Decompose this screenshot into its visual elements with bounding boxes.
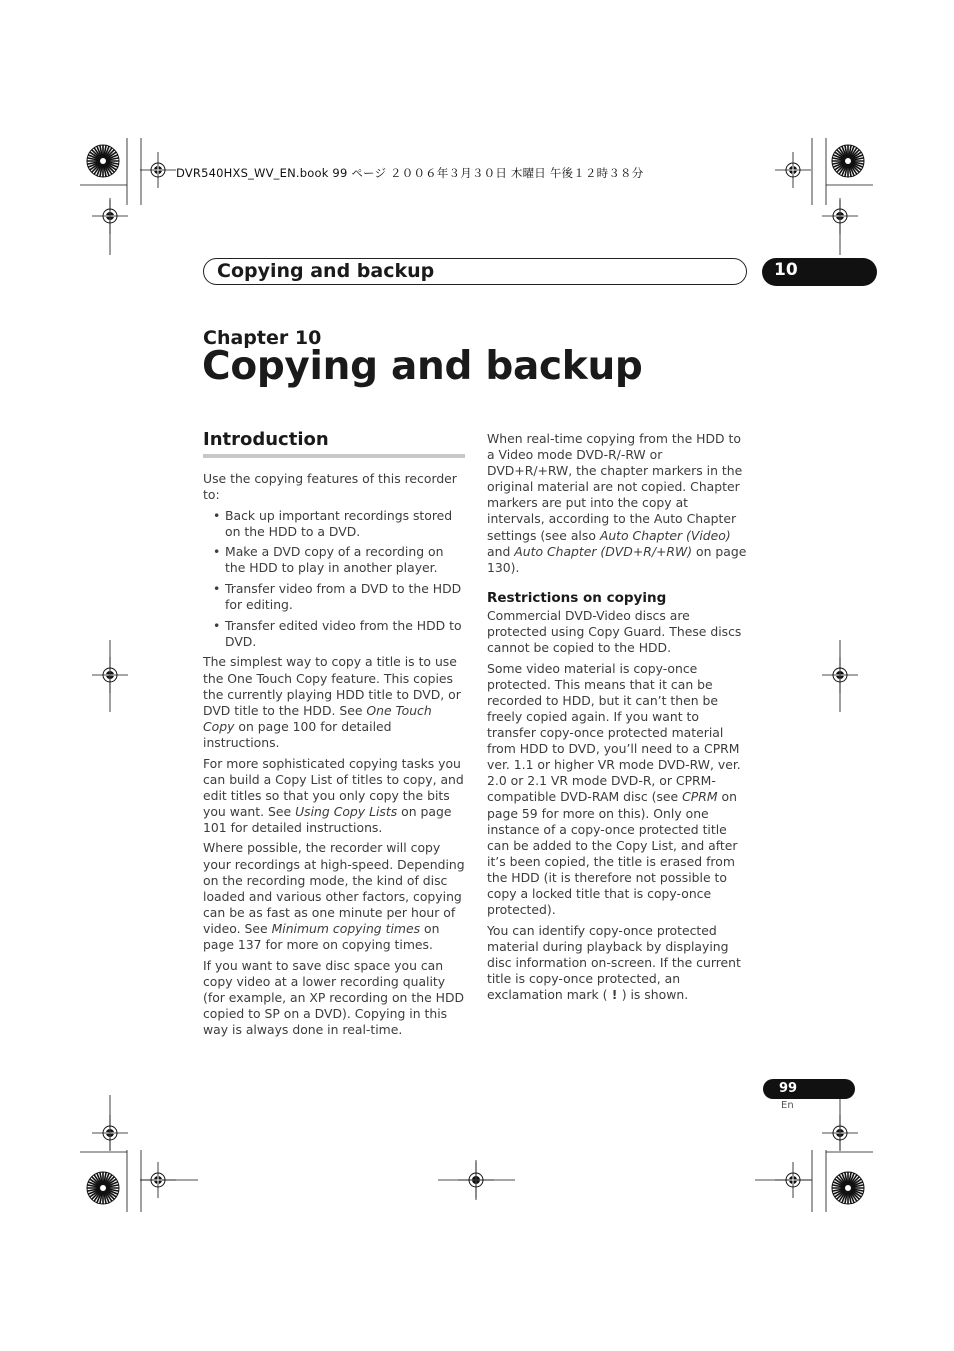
registration-sunburst-bottom-right (832, 1172, 864, 1204)
paragraph: You can identify copy-once protected material during playback by displaying disc information on-screen. If the current title is copy-once protected, an exclamation mark ( ! ) is shown. (487, 922, 741, 1003)
cross-reference: Using Copy Lists (295, 803, 398, 819)
paragraph: If you want to save disc space you can copy video at a lower recording quality (for example, an XP recording on the HDD copied to SP on a DVD). Copying in this way is always done in real-time. (203, 957, 465, 1037)
paragraph: Where possible, the recorder will copy your recordings at high-speed. Depending on the recording mode, the kind of disc loaded and various other factors, copying can be as fast as one minute per hour of video. See Minimum copying times on page 137 for more on copying times. (203, 840, 465, 953)
registration-sunburst-bottom-left (87, 1172, 119, 1204)
heading-rule (203, 454, 465, 458)
list-item: • Transfer video from a DVD to the HDD for editing. (203, 581, 465, 613)
restrictions-heading: Restrictions on copying (487, 589, 667, 606)
introduction-heading: Introduction (203, 429, 329, 450)
feature-list (203, 508, 465, 650)
cross-reference: Minimum copying times (271, 920, 421, 936)
paragraph: Some video material is copy-once protected. This means that it can be recorded to HDD, but it can’t then be freely copied again. If you want to transfer copy-once protected material from HDD to DVD, you’ll need to a CPRM ver. 1.1 or higher VR mode DVD-RW, ver. 2.0 or 2.1 VR mode DVD-R, or CPRM-compatible DVD-RAM disc (see CPRM on page 59 for more on this). Only one instance of a copy-once protected title can be added to the Copy List, and after it’s been copied, the title is erased from the HDD (it is therefore not possible to copy a locked title that is copy-once protected). (487, 660, 741, 918)
paragraph: Commercial DVD-Video discs are protected using Copy Guard. These discs cannot be copied to the HDD. (487, 607, 742, 656)
registration-sunburst-top-right (832, 145, 864, 177)
cross-reference: One Touch Copy (203, 702, 432, 734)
cross-reference: Auto Chapter (DVD+R/+RW) (514, 543, 693, 559)
chapter-label: Chapter 10 (203, 327, 322, 349)
exclamation-mark-icon: ! (607, 987, 622, 1003)
print-header: DVR540HXS_WV_EN.book 99 ページ ２００６年３月３０日 木曜日 午後１２時３８分 (176, 166, 644, 180)
paragraph: The simplest way to copy a title is to use the One Touch Copy feature. This copies the currently playing HDD title to DVD, or DVD title to the HDD. See One Touch Copy on page 100 for detailed instructions. (203, 654, 461, 750)
paragraph: When real-time copying from the HDD to a Video mode DVD-R/-RW or DVD+R/+RW, the chapter markers in the original material are not copied. Chapter markers are put into the copy at intervals, according to the Auto Chapter settings (see also Auto Chapter (Video) and Auto Chapter (DVD+R/+RW) on page 130). (487, 431, 747, 575)
section-tab-label: Copying and backup (217, 260, 435, 282)
page-number-badge (763, 1079, 855, 1099)
intro-line: Use the copying features of this recorder to: (203, 471, 457, 503)
list-item: • Make a DVD copy of a recording on the HDD to play in another player. (203, 544, 465, 576)
chapter-title: Copying and backup (202, 344, 643, 389)
list-item: • Transfer edited video from the HDD to DVD. (203, 618, 465, 650)
page-number: 99 (779, 1081, 798, 1096)
cross-reference: CPRM (682, 789, 718, 805)
registration-sunburst-top-left (87, 145, 119, 177)
cross-reference: Auto Chapter (Video) (599, 527, 731, 543)
paragraph: For more sophisticated copying tasks you can build a Copy List of titles to copy, and edit titles so that you only copy the bits you want. See Using Copy Lists on page 101 for detailed instructions. (203, 755, 464, 835)
chapter-badge-number: 10 (774, 260, 798, 280)
page-language: En (781, 1100, 794, 1111)
left-column (203, 471, 465, 1043)
list-item: • Back up important recordings stored on the HDD to a DVD. (203, 508, 465, 540)
right-column (487, 431, 749, 1008)
